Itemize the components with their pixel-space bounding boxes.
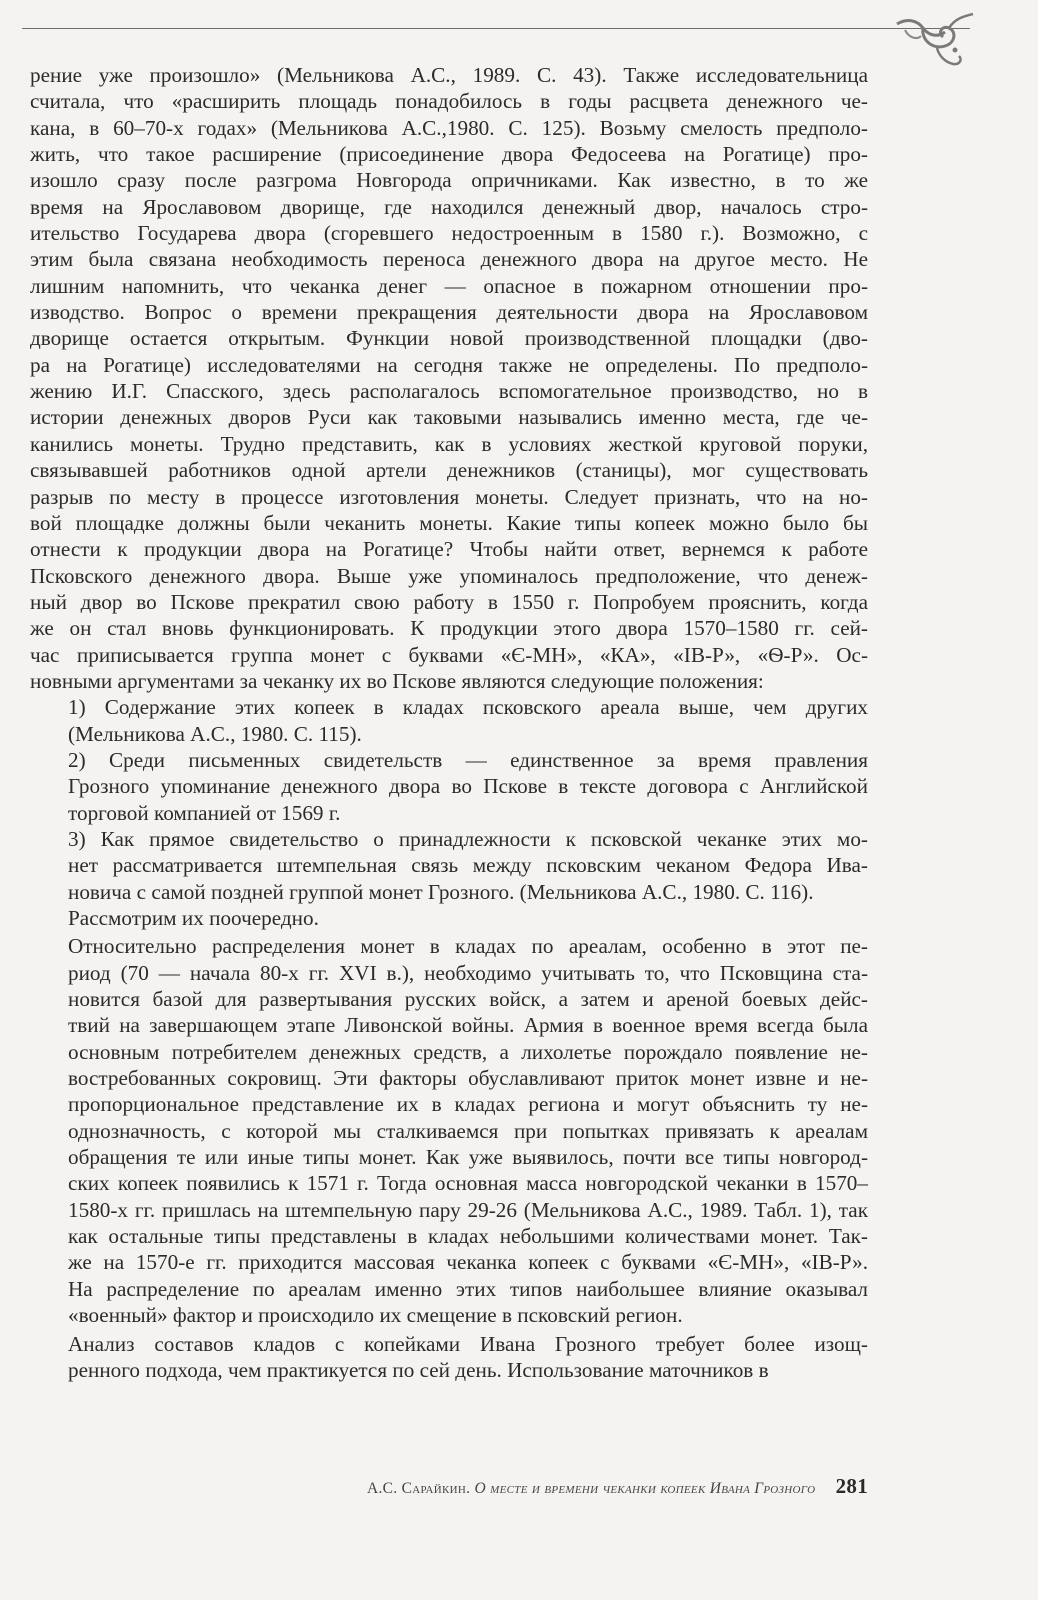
footer-author: А.С. Сарайкин. (366, 1480, 471, 1497)
text-line: Рассмотрим их поочередно. (68, 906, 319, 930)
text-line: жить, что такое расширение (присоединение двора Федосеева на Рогатице) про- (30, 142, 868, 167)
page-footer (30, 1474, 868, 1499)
floral-flourish-icon (893, 10, 975, 68)
text-line: ских копеек появились к 1571 г. Тогда основная масса новгородской чеканки в 1570– (68, 1171, 868, 1196)
text-line: жению И.Г. Спасского, здесь располагалось вспомогательное производство, но в (30, 379, 868, 404)
text-line: новича с самой поздней группой монет Грозного. (Мельникова А.С., 1980. С. 116). (68, 879, 814, 904)
text-line: 2) Среди письменных свидетельств — единственное за время правления (68, 747, 868, 772)
text-line: «военный» фактор и происходило их смещение в псковский регион. (68, 1303, 683, 1328)
text-line: ра на Рогатице) исследователями на сегодня также не определены. По предполо- (30, 352, 868, 377)
text-line: же он стал вновь функционировать. К продукции этого двора 1570–1580 гг. сей- (30, 616, 868, 641)
text-line: 1) Содержание этих копеек в кладах псковского ареала выше, чем других (68, 695, 868, 720)
text-line: нет рассматривается штемпельная связь между псковским чеканом Федора Ива- (68, 853, 868, 878)
text-line: Псковского денежного двора. Выше уже упоминалось предположение, что денеж- (30, 563, 868, 588)
text-line: считала, что «расширить площадь понадобилось в годы расцвета денежного че- (30, 89, 868, 114)
text-line: новными аргументами за чеканку их во Пскове являются следующие положения: (30, 668, 764, 693)
text-line: изводство. Вопрос о времени прекращения деятельности двора на Ярославовом (30, 300, 868, 325)
text-line: ный двор во Пскове прекратил свою работу в 1550 г. Попробуем прояснить, когда (30, 589, 868, 614)
text-line: канились монеты. Трудно представить, как в условиях жесткой круговой поруки, (30, 431, 868, 456)
text-line: рение уже произошло» (Мельникова А.С., 1989. С. 43). Также исследовательница (30, 63, 868, 87)
text-line: основным потребителем денежных средств, а лихолетье порождало появление не- (68, 1039, 868, 1064)
text-line: этим была связана необходимость переноса денежного двора на другое место. Не (30, 247, 868, 272)
text-line: отнести к продукции двора на Рогатице? Чтобы найти ответ, вернемся к работе (30, 537, 868, 562)
text-line: (Мельникова А.С., 1980. С. 115). (68, 721, 362, 746)
text-line: истории денежных дворов Руси как таковыми назывались именно места, где че- (30, 405, 868, 430)
text-line: кана, в 60–70-х годах» (Мельникова А.С.,1980. С. 125). Возьму смелость предполо- (30, 115, 868, 140)
list-item-2 (30, 747, 868, 826)
text-line: ренного подхода, чем практикуется по сей день. Использование маточников в (68, 1357, 769, 1382)
top-rule (22, 28, 970, 29)
text-line: Относительно распределения монет в кладах по ареалам, особенно в этот пе- (68, 934, 868, 959)
list-item-3 (30, 826, 868, 905)
text-line: Анализ составов кладов с копейками Ивана Грозного требует более изощ- (68, 1331, 868, 1356)
text-line: дворище остается открытым. Функции новой производственной площадки (дво- (30, 326, 868, 351)
text-line: разрыв по месту в процессе изготовления монеты. Следует признать, что на но- (30, 484, 868, 509)
text-line: риод (70 — начала 80-х гг. XVI в.), необходимо учитывать то, что Псковщина ста- (68, 960, 868, 985)
list-item-1 (30, 694, 868, 747)
paragraph-3 (30, 1331, 868, 1384)
text-line: 3) Как прямое свидетельство о принадлежности к псковской чеканке этих мо- (68, 826, 868, 851)
text-line: связывавшей работников одной артели денежников (станицы), мог существовать (30, 458, 868, 483)
text-line: Грозного упоминание денежного двора во Пскове в тексте договора с Английской (68, 774, 868, 799)
body-text (30, 62, 868, 1383)
text-line: час приписывается группа монет с буквами «Є-МН», «КА», «ІВ-Р», «Ѳ-Р». Ос- (30, 642, 868, 667)
text-line: пропорциональное представление их в кладах региона и могут объяснить ту не- (68, 1092, 868, 1117)
text-line: однозначность, с которой мы сталкиваемся при попытках привязать к ареалам (68, 1118, 868, 1143)
text-line: изошло сразу после разгрома Новгорода опричниками. Как известно, в то же (30, 168, 868, 193)
text-line: новится базой для развертывания русских войск, а затем и ареной боевых дейс- (68, 987, 868, 1012)
text-line: как остальные типы представлены в кладах небольшими количествами монет. Так- (68, 1224, 868, 1249)
text-line: твий на завершающем этапе Ливонской войны. Армия в военное время всегда была (68, 1013, 868, 1038)
text-line: же на 1570-е гг. приходится массовая чеканка копеек с буквами «Є-МН», «ІВ-Р». (68, 1250, 868, 1275)
text-line: лишним напомнить, что чеканка денег — опасное в пожарном отношении про- (30, 273, 868, 298)
paragraph-1 (30, 62, 868, 694)
footer-title: О месте и времени чеканки копеек Ивана Грозного (474, 1480, 816, 1497)
text-line: На распределение по ареалам именно этих типов наибольшее влияние оказывал (68, 1276, 868, 1301)
text-line: торговой компанией от 1569 г. (68, 800, 341, 825)
text-line: ительство Государева двора (сгоревшего недостроенным в 1580 г.). Возможно, с (30, 221, 868, 246)
text-line: 1580-х гг. пришлась на штемпельную пару 29-26 (Мельникова А.С., 1989. Табл. 1), так (68, 1197, 868, 1222)
text-line: востребованных сокровищ. Эти факторы обуславливают приток монет извне и не- (68, 1066, 868, 1091)
paragraph-2 (30, 933, 868, 1328)
text-line: вой площадке должны были чеканить монеты. Какие типы копеек можно было бы (30, 510, 868, 535)
paragraph-consider (30, 905, 868, 931)
text-line: обращения те или иные типы монет. Как уже выявилось, почти все типы новгород- (68, 1145, 868, 1170)
text-line: время на Ярославовом дворище, где находился денежный двор, началось стро- (30, 194, 868, 219)
page-number: 281 (835, 1474, 868, 1498)
